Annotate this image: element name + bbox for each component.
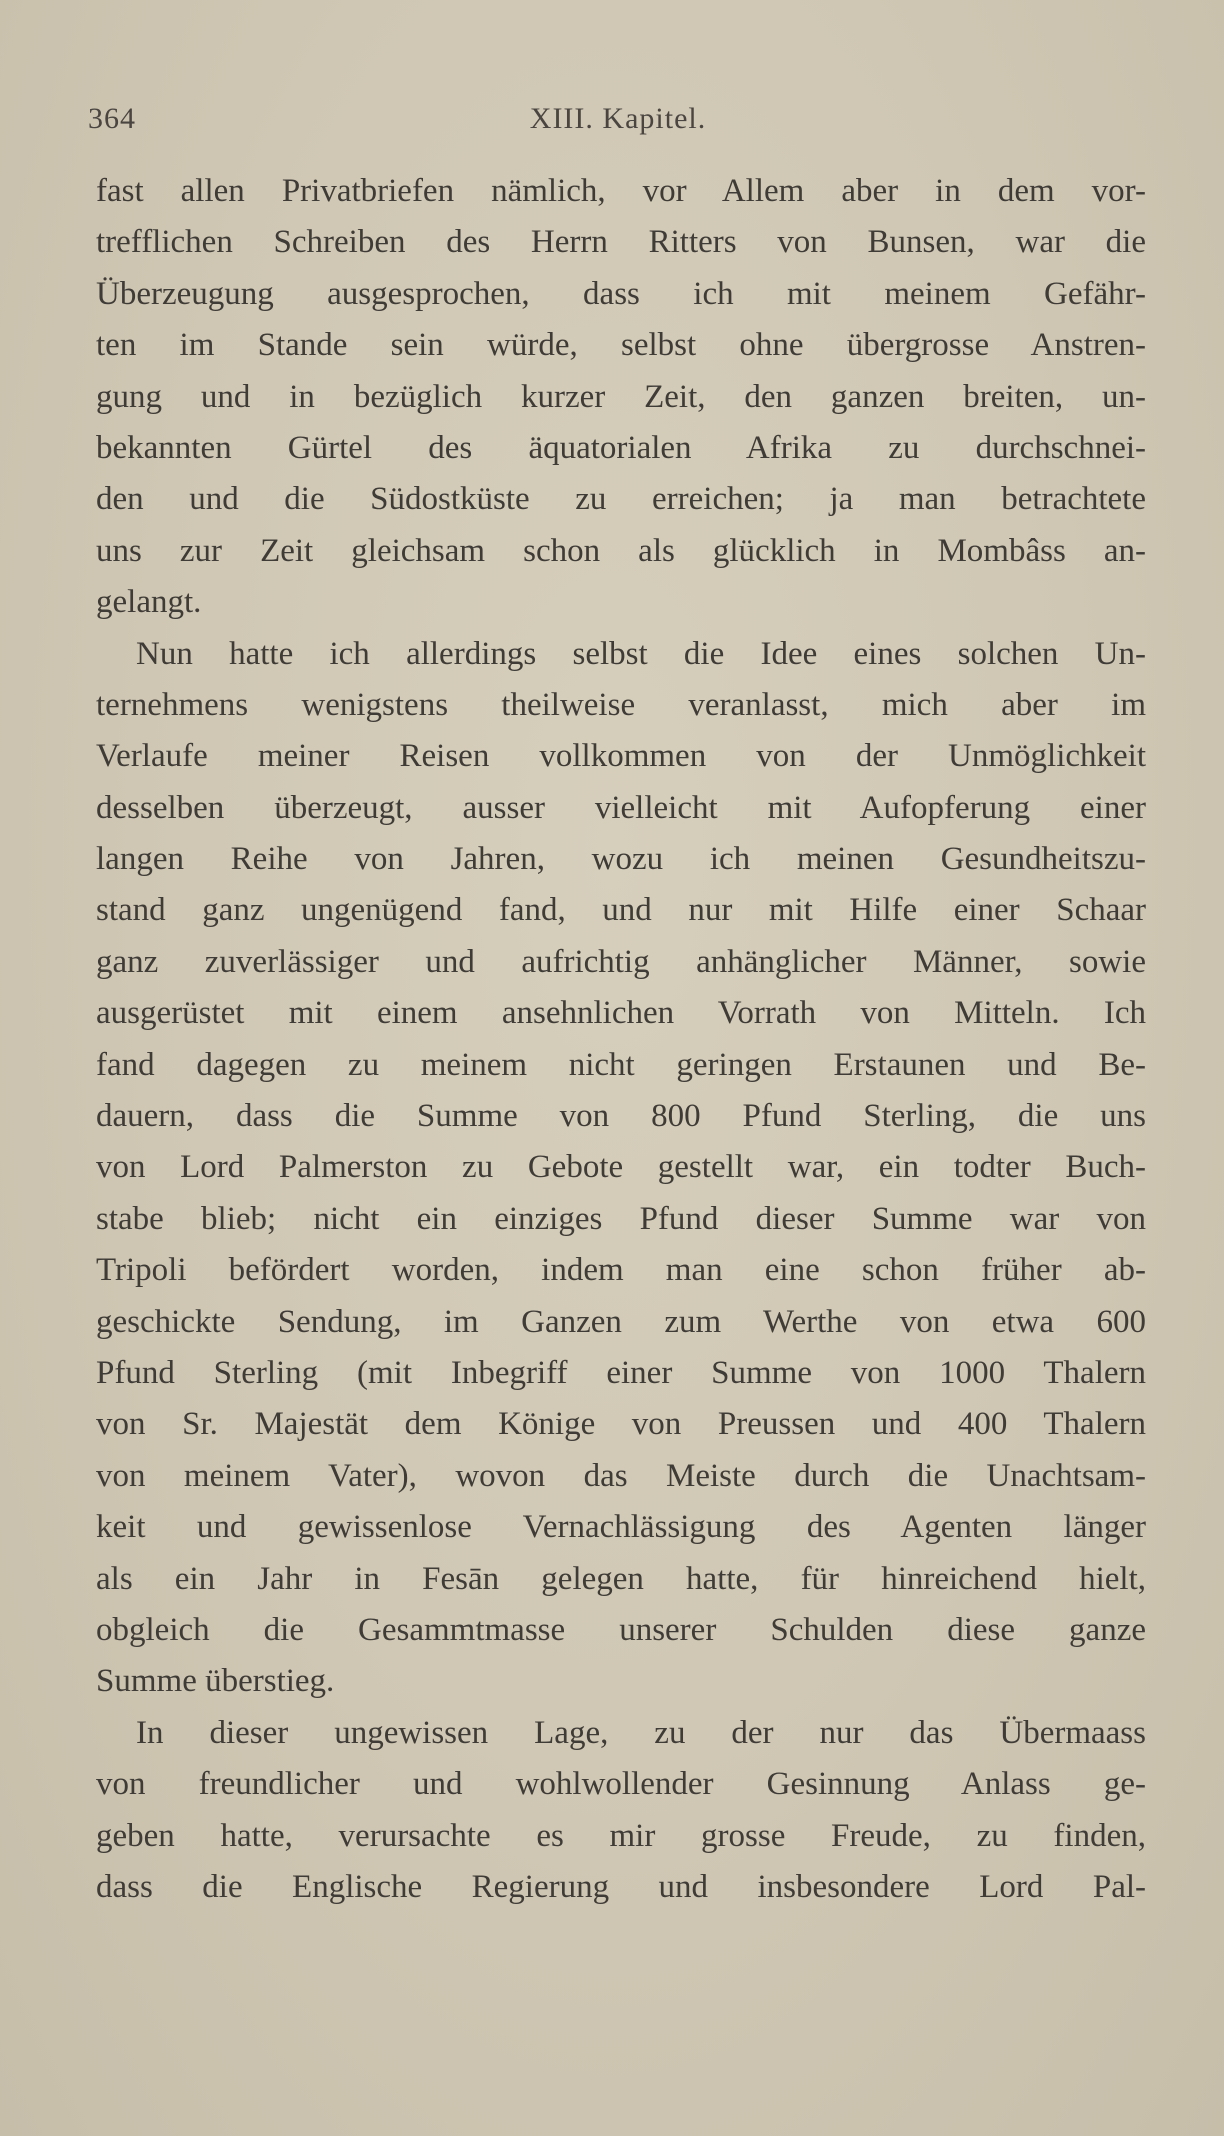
page-header (88, 96, 1148, 144)
text-line: bekannten Gürtel des äquatorialen Afrika zu durchschnei- (96, 429, 1146, 466)
text-line: Nun hatte ich allerdings selbst die Idee eines solchen Un- (136, 635, 1146, 672)
text-line: obgleich die Gesammtmasse unserer Schulden diese ganze (96, 1611, 1146, 1648)
text-line: dauern, dass die Summe von 800 Pfund Sterling, die uns (96, 1098, 1146, 1135)
text-line: Verlaufe meiner Reisen vollkommen von der Unmöglichkeit (96, 738, 1146, 775)
text-line: von Lord Palmerston zu Gebote gestellt war, ein todter Buch- (96, 1149, 1146, 1186)
body-text (96, 166, 1146, 1913)
text-line: den und die Südostküste zu erreichen; ja man betrachtete (96, 481, 1146, 518)
text-line: ganz zuverlässiger und aufrichtig anhänglicher Männer, sowie (96, 943, 1146, 980)
text-line: ten im Stande sein würde, selbst ohne übergrosse Anstren- (96, 327, 1146, 364)
text-line: geschickte Sendung, im Ganzen zum Werthe von etwa 600 (96, 1303, 1146, 1340)
text-line: fand dagegen zu meinem nicht geringen Erstaunen und Be- (96, 1046, 1146, 1083)
text-line: trefflichen Schreiben des Herrn Ritters von Bunsen, war die (96, 224, 1146, 261)
text-line: Tripoli befördert worden, indem man eine schon früher ab- (96, 1252, 1146, 1289)
text-line: als ein Jahr in Fesān gelegen hatte, für hinreichend hielt, (96, 1560, 1146, 1597)
text-line: von meinem Vater), wovon das Meiste durch die Unachtsam- (96, 1457, 1146, 1494)
text-line: von freundlicher und wohlwollender Gesinnung Anlass ge- (96, 1766, 1146, 1803)
page-number: 364 (88, 102, 136, 135)
text-line: stand ganz ungenügend fand, und nur mit Hilfe einer Schaar (96, 892, 1146, 929)
text-line: Überzeugung ausgesprochen, dass ich mit meinem Gefähr- (96, 275, 1146, 312)
text-line: gung und in bezüglich kurzer Zeit, den ganzen breiten, un- (96, 378, 1146, 415)
text-line: keit und gewissenlose Vernachlässigung des Agenten länger (96, 1509, 1146, 1546)
text-line: Summe überstieg. (96, 1663, 335, 1700)
running-head: XIII. Kapitel. (529, 102, 707, 135)
text-line: ternehmens wenigstens theilweise veranlasst, mich aber im (96, 686, 1146, 723)
text-line: ausgerüstet mit einem ansehnlichen Vorrath von Mitteln. Ich (96, 995, 1146, 1032)
text-line: gelangt. (96, 584, 202, 621)
text-line: desselben überzeugt, ausser vielleicht mit Aufopferung einer (96, 789, 1146, 826)
text-line: dass die Englische Regierung und insbesondere Lord Pal- (96, 1868, 1146, 1905)
text-line: geben hatte, verursachte es mir grosse Freude, zu finden, (96, 1817, 1146, 1854)
text-line: uns zur Zeit gleichsam schon als glücklich in Mombâss an- (96, 532, 1146, 569)
text-line: In dieser ungewissen Lage, zu der nur das Übermaass (136, 1714, 1146, 1751)
text-line: stabe blieb; nicht ein einziges Pfund dieser Summe war von (96, 1200, 1146, 1237)
text-line: Pfund Sterling (mit Inbegriff einer Summe von 1000 Thalern (96, 1354, 1146, 1391)
text-line: fast allen Privatbriefen nämlich, vor Allem aber in dem vor- (96, 173, 1146, 209)
text-line: von Sr. Majestät dem Könige von Preussen und 400 Thalern (96, 1406, 1146, 1443)
text-line: langen Reihe von Jahren, wozu ich meinen Gesundheitszu- (96, 841, 1146, 878)
